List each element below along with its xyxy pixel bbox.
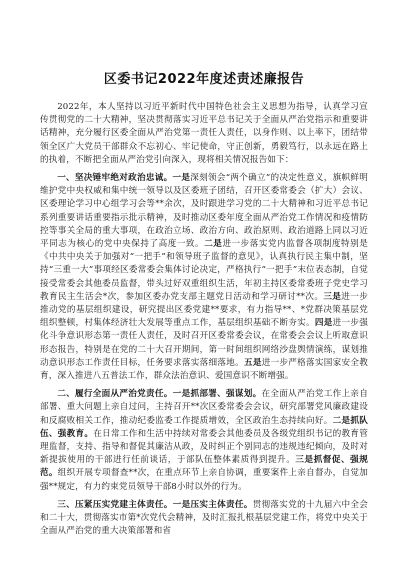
- document-title: 区委书记2022年度述责述廉报告: [103, 72, 305, 87]
- section-3-paragraph: [40, 499, 368, 539]
- section-1-point-2-text: 进一步落实党内监督各项制度特别是《中共中央关于加强对“一把手”和领导班子监督的意见》，认真执行民主集中制，坚持“三重一大”事项经区委常委会集体讨论决定，严格执行“一把手”末位表态制，自觉接受常委会其他委员监督，带头过好双重组织生活，年初主持区委常委班子党史学习教育民主生活会*次，参加区委办党支部主题党日活动和学习研讨**次。: [40, 239, 368, 302]
- section-1-paragraph: [40, 172, 368, 383]
- section-1-point-4-text: 进一步强化斗争意识形态第一责任人责任，及时召开区委常委会议，在常委会会议上听取意识形态报告，特别是在党的二十大召开期间，第一时间组织网络沙盘舆情演练，谋划推动意识形态工作责任目标，任务要求落实落细落地。: [40, 318, 369, 368]
- section-2-heading: 二、履行全面从严治党责任。: [57, 389, 173, 400]
- intro-paragraph: 2022年，本人坚持以习近平新时代中国特色社会主义思想为指导，认真学习宣传贯彻党的二十大精神，坚决贯彻落实习近平总书记关于全面从严治党指示和重要讲话精神，充分履行区委全面从严治党第一责任人责任，以身作则、以上率下，团结带领全区广大党员干部群众不忘初心、牢记使命，守正创新，勇毅笃行，以永远在路上的执着，不断把全面从严治党引向深入，现将相关情况报告如下：: [40, 102, 368, 165]
- section-1-point-3-title: 三是: [323, 291, 342, 302]
- section-3-heading: 三、压紧压实党建主体责任。: [57, 499, 173, 510]
- section-3-point-1-text: 贯彻落实党的十九届六中全会和二十大，贯彻落实市第*次党代会精神，及时汇报扎根基层党建工作，将党中央关于全面从严治党的重大决策部署和省: [40, 499, 369, 537]
- section-3-point-1-title: 一是压实主体责任。: [172, 499, 253, 510]
- section-1-point-4-title: 四是: [314, 318, 333, 329]
- section-2-paragraph: [40, 388, 368, 494]
- section-2-point-2-title: 二是抓队伍、强教育。: [40, 415, 369, 439]
- section-2-point-3-title: 三是抓督促、强规范。: [40, 455, 369, 479]
- section-1-point-5-text: 进一步严格落实国家安全教育，深入推进八五普法工作，群众法治意识、爱国意识不断增强。: [40, 357, 368, 382]
- section-1-point-2-title: 二是: [204, 239, 223, 250]
- section-1-heading: 一、坚决锤牢绝对政治忠诚。: [57, 173, 173, 184]
- section-1-point-1-title: 一是: [172, 173, 191, 184]
- section-2-point-3-text: 组织开展专项督查**次，在重点环节上亲自协调，重要案件上亲自督办，自觉加强**规定，有力约束党员领导干部8小时以外的行为。: [40, 468, 368, 492]
- section-1-point-1-text: 深刻领会“两个确立”的决定性意义，旗帜鲜明维护党中央权威和集中统一领导以及区委班子团结，召开区委常委会（扩大）会议、区委理论学习中心组学习会等**余次，及时跟进学习党的二十大精神和习近平总书记系列重要讲话重要指示批示精神，及时推动区委年度全面从严治党工作情况和疫情防控等事关全局的重大事项，在政治立场、政治方向、政治原则、政治道路上同以习近平同志为核心的党中央保持了高度一致。: [40, 173, 368, 250]
- section-1-point-5-title: 五是: [243, 357, 262, 368]
- section-1-point-3-text: 进一步推动党的基层组织建设，研究提出区委党建**要求，有力指导**、*党群决策基层党组织整顿，村集体经济壮大发展等重点工作，基层组织基础不断夯实。: [40, 291, 368, 329]
- section-2-point-1-title: 一是抓部署、强谋划。: [172, 389, 262, 400]
- section-2-point-2-text: 在日常工作和生活中持续对常委会其他委员及各级党组织书记的教育管理监督，支持、指导和督促其廉洁从政，及时纠正个别同志的违规违纪倾向，及时对新提拔使用的干部进行任前谈话，于部队伍整体素质得到提升。: [40, 428, 369, 466]
- section-2-point-1-text: 在全面从严治党工作上亲自部署、重大问题上亲自过问，主持召开**次区委常委会会议，研究部署党风廉政建设和反腐败相关工作，推动纪委监委工作提质增效，全区政治生态持续向好。: [40, 389, 368, 426]
